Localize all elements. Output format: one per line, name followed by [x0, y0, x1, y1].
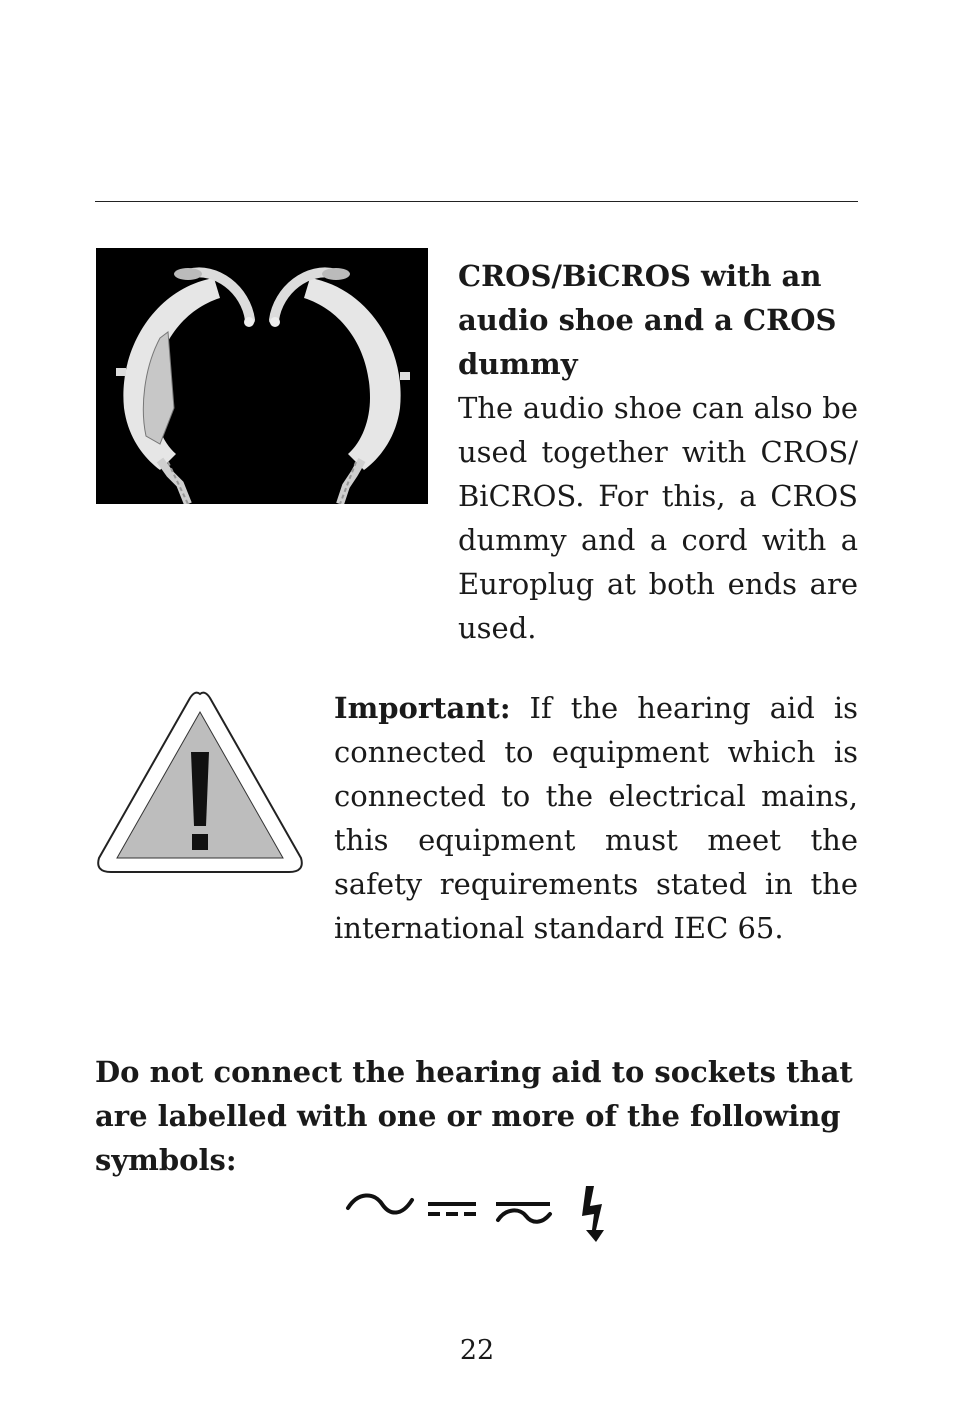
socket-warning-text: Do not connect the hearing aid to sockets that are labelled with one or more of the following symbols: — [95, 1055, 853, 1177]
section-body: The audio shoe can also be used together with CROS/ BiCROS. For this, a CROS dummy and a cord with a Europlug at both ends are used. — [458, 391, 858, 645]
top-divider — [95, 201, 858, 202]
warning-triangle-icon — [95, 690, 305, 876]
ac-dc-symbol-icon — [496, 1202, 550, 1222]
important-label: Important: — [334, 691, 511, 725]
cros-hearing-aids-photo — [96, 248, 428, 504]
socket-warning — [95, 1050, 858, 1182]
forbidden-socket-symbols — [340, 1180, 620, 1246]
ac-symbol-icon — [348, 1195, 412, 1212]
important-note — [334, 686, 858, 950]
dc-symbol-icon — [428, 1202, 476, 1216]
cros-bicros-section — [458, 254, 858, 650]
lightning-bolt-icon — [582, 1186, 604, 1242]
important-body: If the hearing aid is connected to equipment which is connected to the electrical mains, this equipment must meet the safety requirements stated in the international standard IEC 65. — [334, 691, 858, 945]
section-heading: CROS/BiCROS with an audio shoe and a CROS dummy — [458, 259, 837, 381]
page-number: 22 — [459, 1335, 495, 1366]
